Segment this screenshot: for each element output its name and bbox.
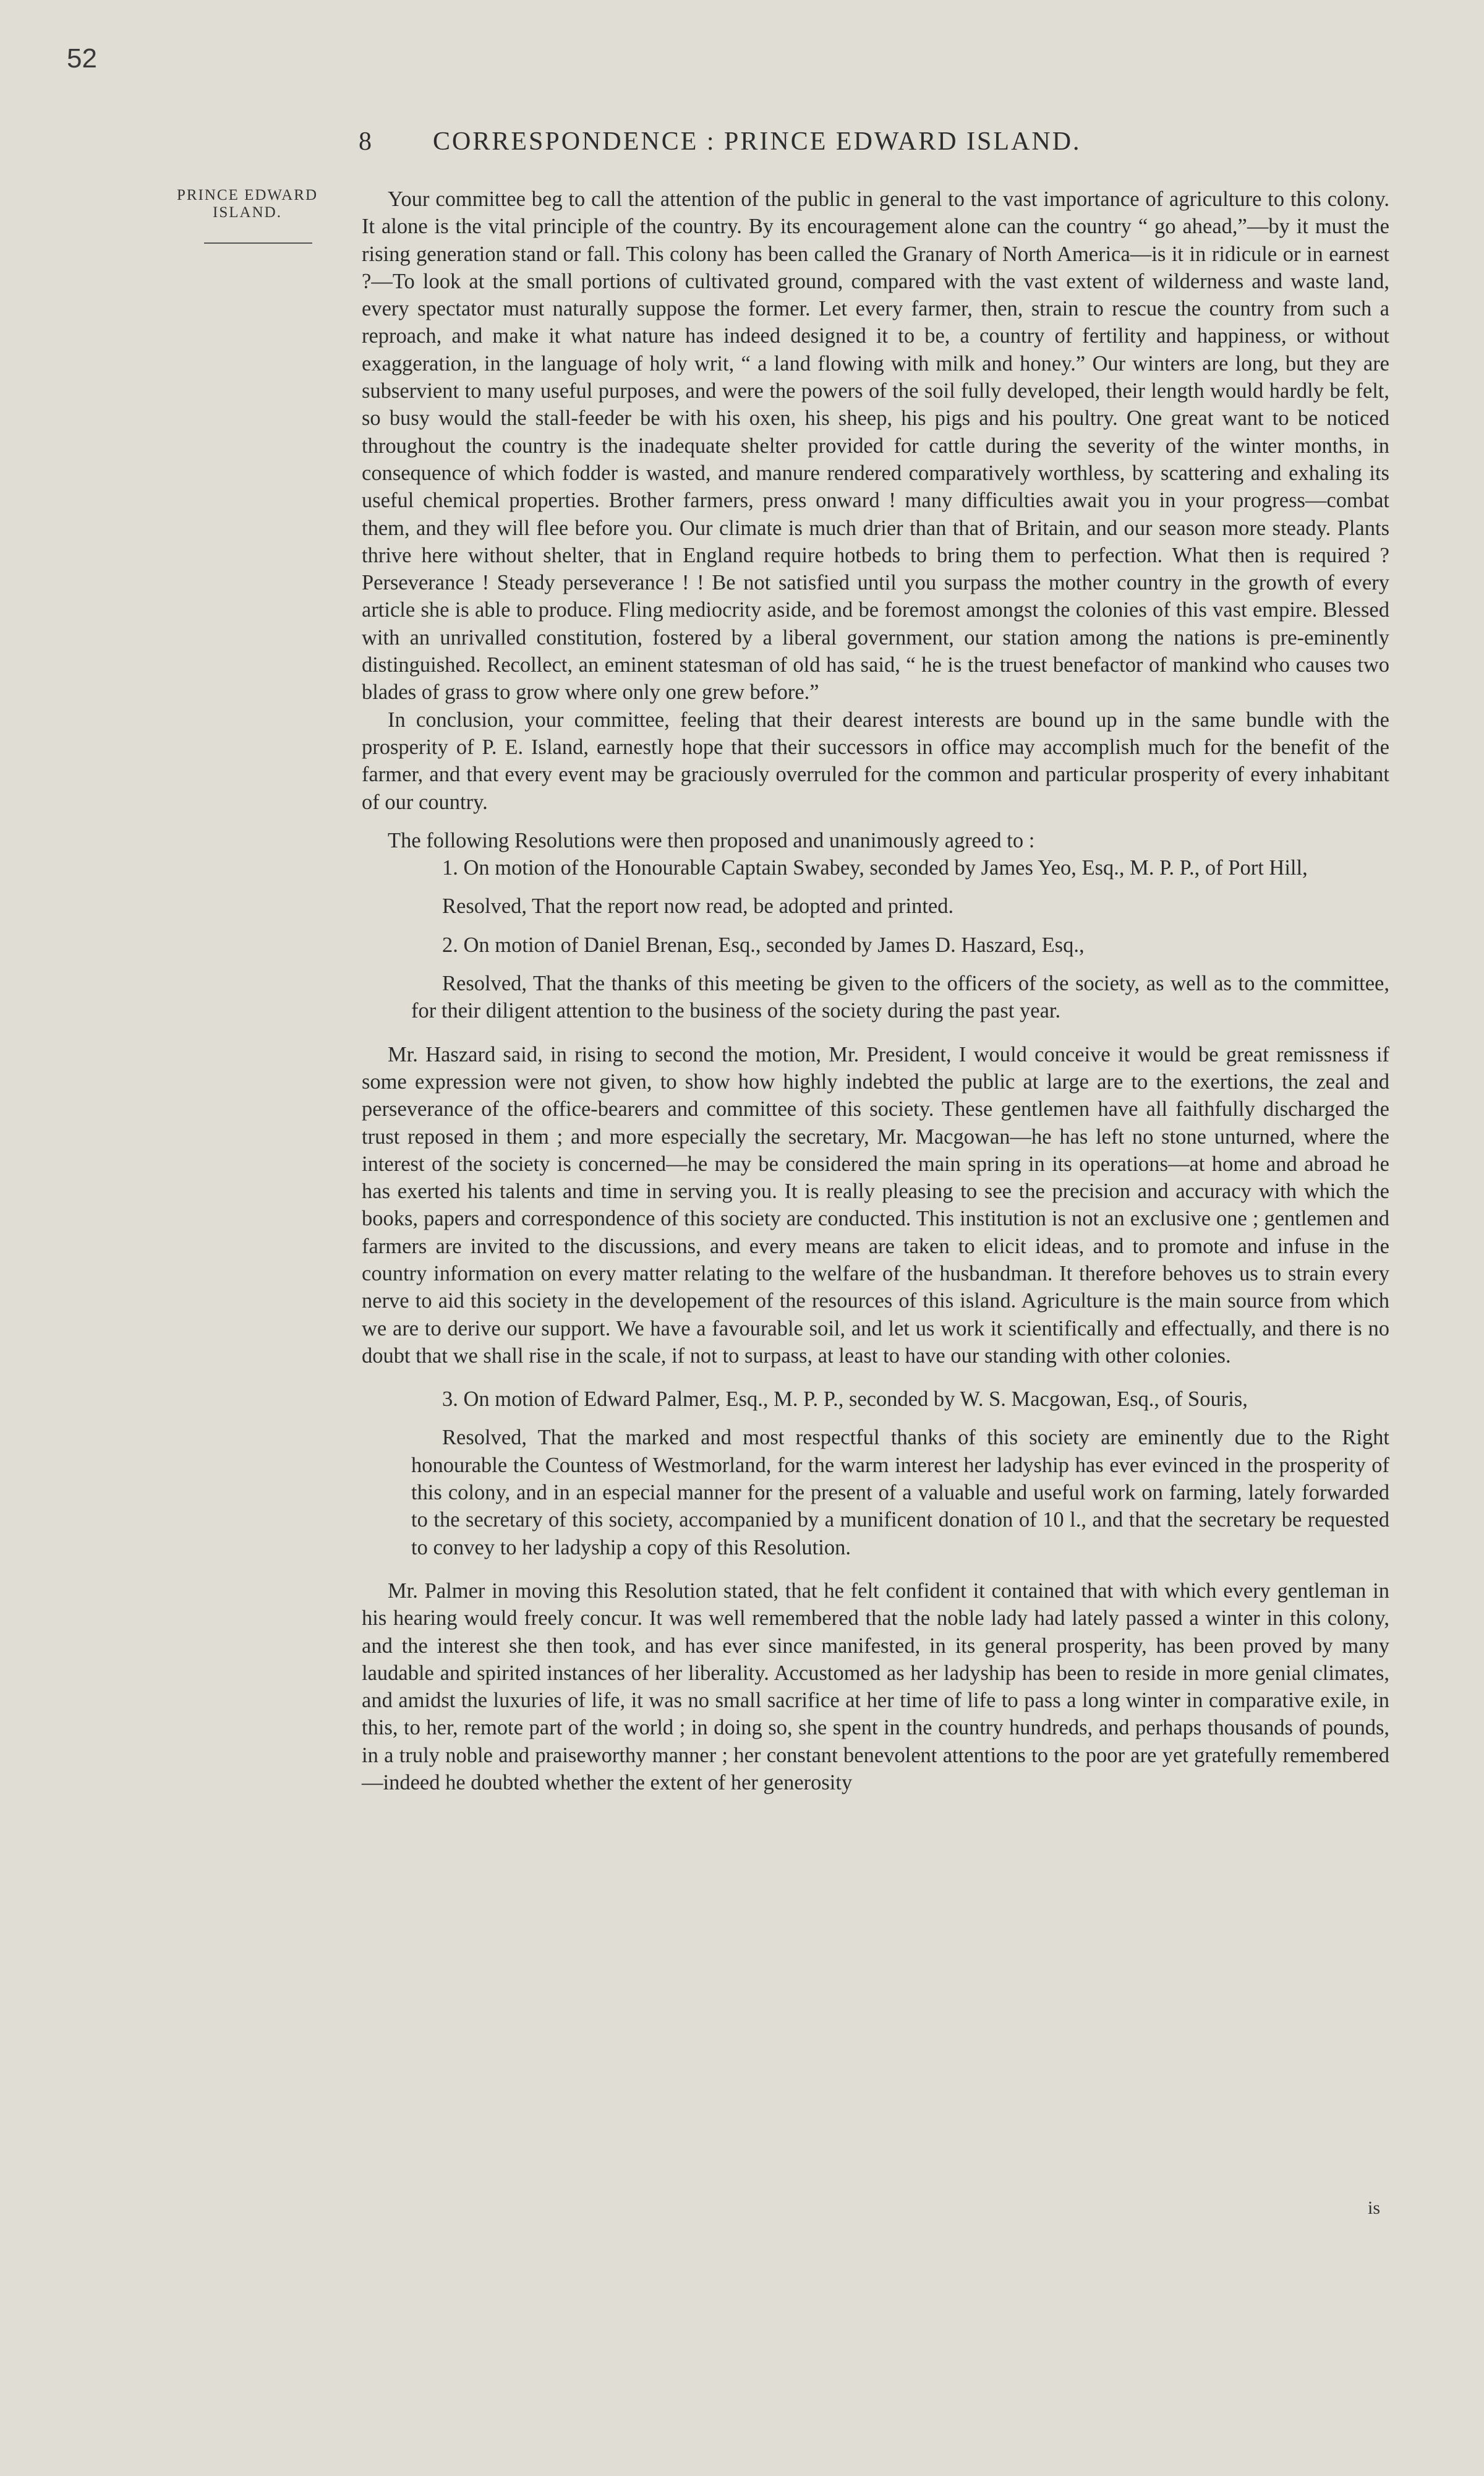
resolution-3-motion: 3. On motion of Edward Palmer, Esq., M. P. P., seconded by W. S. Macgowan, Esq., of Souris, — [442, 1387, 1248, 1411]
catchword: is — [1368, 2198, 1381, 2218]
header-page-number: 8 — [359, 127, 373, 156]
margin-note-line2: ISLAND. — [213, 204, 282, 221]
resolution-3 — [411, 1386, 1389, 1561]
resolution-1-resolved: Resolved, That the report now read, be adopted and printed. — [442, 894, 954, 919]
conclusion-paragraph: In conclusion, your committee, feeling that their dearest interests are bound up in the same bundle with the prosperity of P. E. Island, earnestly hope that their successors in office may accomplish much for the benefit of the farmer, and that every event may be graciously overruled for the common and particular prosperity of every inhabitant of our country. — [362, 708, 1389, 814]
margin-note-line1: PRINCE EDWARD — [176, 187, 318, 203]
haszard-speech: Mr. Haszard said, in rising to second the motion, Mr. President, I would conceive it would be great remissness if some expression were not given, to show how highly indebted the public at large are to the exertions, the zeal and perseverance of the office-bearers and committee of this society. These gentlemen have all faithfully discharged the trust reposed in them ; and more especially the secretary, Mr. Macgowan—he has left no stone unturned, where the interest of the society is concerned—he may be considered the main spring in its operations—at home and abroad he has exerted his talents and time in serving you. It is really pleasing to see the precision and accuracy with which the books, papers and correspondence of this society are conducted. This institution is not an exclusive one ; gentlemen and farmers are invited to the discussions, and every means are taken to elicit ideas, and to promote and infuse in the country information on every matter relating to the welfare of the husbandman. It therefore behoves us to strain every nerve to aid this society in the developement of the resources of this island. Agriculture is the main source from which we are to derive our support. We have a favourable soil, and let us work it scientifically and effectually, and there is no doubt that we shall rise in the scale, if not to surpass, at least to have our standing with other colonies. — [362, 1042, 1389, 1368]
resolution-2-resolved: Resolved, That the thanks of this meeting be given to the officers of the society, as well as to the committee, for their diligent attention to the business of the society during the past year. — [411, 972, 1389, 1023]
resolution-1-motion: 1. On motion of the Honourable Captain Swabey, seconded by James Yeo, Esq., M. P. P., of Port Hill, — [442, 856, 1308, 880]
running-header — [359, 127, 1261, 156]
resolution-1 — [411, 854, 1389, 932]
resolution-2 — [411, 932, 1389, 1025]
committee-paragraph: Your committee beg to call the attention of the public in general to the vast importance of agriculture to this colony. It alone is the vital principle of the country. By its encouragement alone can the country “ go ahead,”—by it must the rising generation stand or fall. This colony has been called the Granary of North America—is it in ridicule or in earnest ?—To look at the small portions of cultivated ground, compared with the vast extent of wilderness and waste land, every spectator must naturally suppose the former. Let every farmer, then, strain to rescue the country from such a reproach, and make it what nature has indeed designed it to be, a country of fertility and happiness, or without exaggeration, in the language of holy writ, “ a land flowing with milk and honey.” Our winters are long, but they are subservient to many useful purposes, and were the powers of the soil fully developed, their length would hardly be felt, so busy would the stall-feeder be with his oxen, his sheep, his pigs and his poultry. One great want to be noticed throughout the country is the inadequate shelter provided for cattle during the severity of the winter months, in consequence of which fodder is wasted, and manure rendered comparatively worthless, by scattering and exhaling its useful chemical properties. Brother farmers, press onward ! many difficulties await you in your progress—combat them, and they will flee before you. Our climate is much drier than that of Britain, and our season more steady. Plants thrive here without shelter, that in England require hotbeds to bring them to perfection. What then is required ? Perseverance ! Steady perseverance ! ! Be not satisfied until you surpass the mother country in the growth of every article she is able to produce. Fling mediocrity aside, and be foremost amongst the colonies of this vast empire. Blessed with an unrivalled constitution, fostered by a liberal government, our station among the nations is pre-eminently distinguished. Recollect, an eminent statesman of old has said, “ he is the truest benefactor of mankind who causes two blades of grass to grow where only one grew before.” — [362, 187, 1389, 705]
margin-note — [155, 187, 340, 221]
resolution-3-resolved: Resolved, That the marked and most respectful thanks of this society are eminently due to the Right honourable the Countess of Westmorland, for the warm interest her ladyship has ever evinced in the prosperity of this colony, and in an especial manner for the present of a valuable and useful work on farming, lately forwarded to the secretary of this society, accompanied by a munificent donation of 10 l., and that the secretary be requested to convey to her ladyship a copy of this Resolution. — [411, 1426, 1389, 1559]
running-title: CORRESPONDENCE : PRINCE EDWARD ISLAND. — [433, 127, 1081, 156]
palmer-speech: Mr. Palmer in moving this Resolution stated, that he felt confident it contained that with which every gentleman in his hearing would freely concur. It was well remembered that the noble lady had lately passed a winter in this colony, and the interest she then took, and has ever since manifested, in its general prosperity, has been proved by many laudable and spirited instances of her liberality. Accustomed as her ladyship has been to reside in more genial climates, and amidst the luxuries of life, it was no small sacrifice at her time of life to pass a long winter in comparative exile, in this, to her, remote part of the world ; in doing so, she spent in the country hundreds, and perhaps thousands of pounds, in a truly noble and praiseworthy manner ; her constant benevolent attentions to the poor are yet gratefully remembered—indeed he doubted whether the extent of her generosity — [362, 1579, 1389, 1795]
margin-rule — [204, 242, 312, 244]
scan-page-number: 52 — [67, 43, 97, 74]
resolutions-intro: The following Resolutions were then proposed and unanimously agreed to : — [388, 828, 1035, 852]
body-text — [362, 186, 1389, 1796]
resolution-2-motion: 2. On motion of Daniel Brenan, Esq., seconded by James D. Haszard, Esq., — [442, 933, 1085, 957]
